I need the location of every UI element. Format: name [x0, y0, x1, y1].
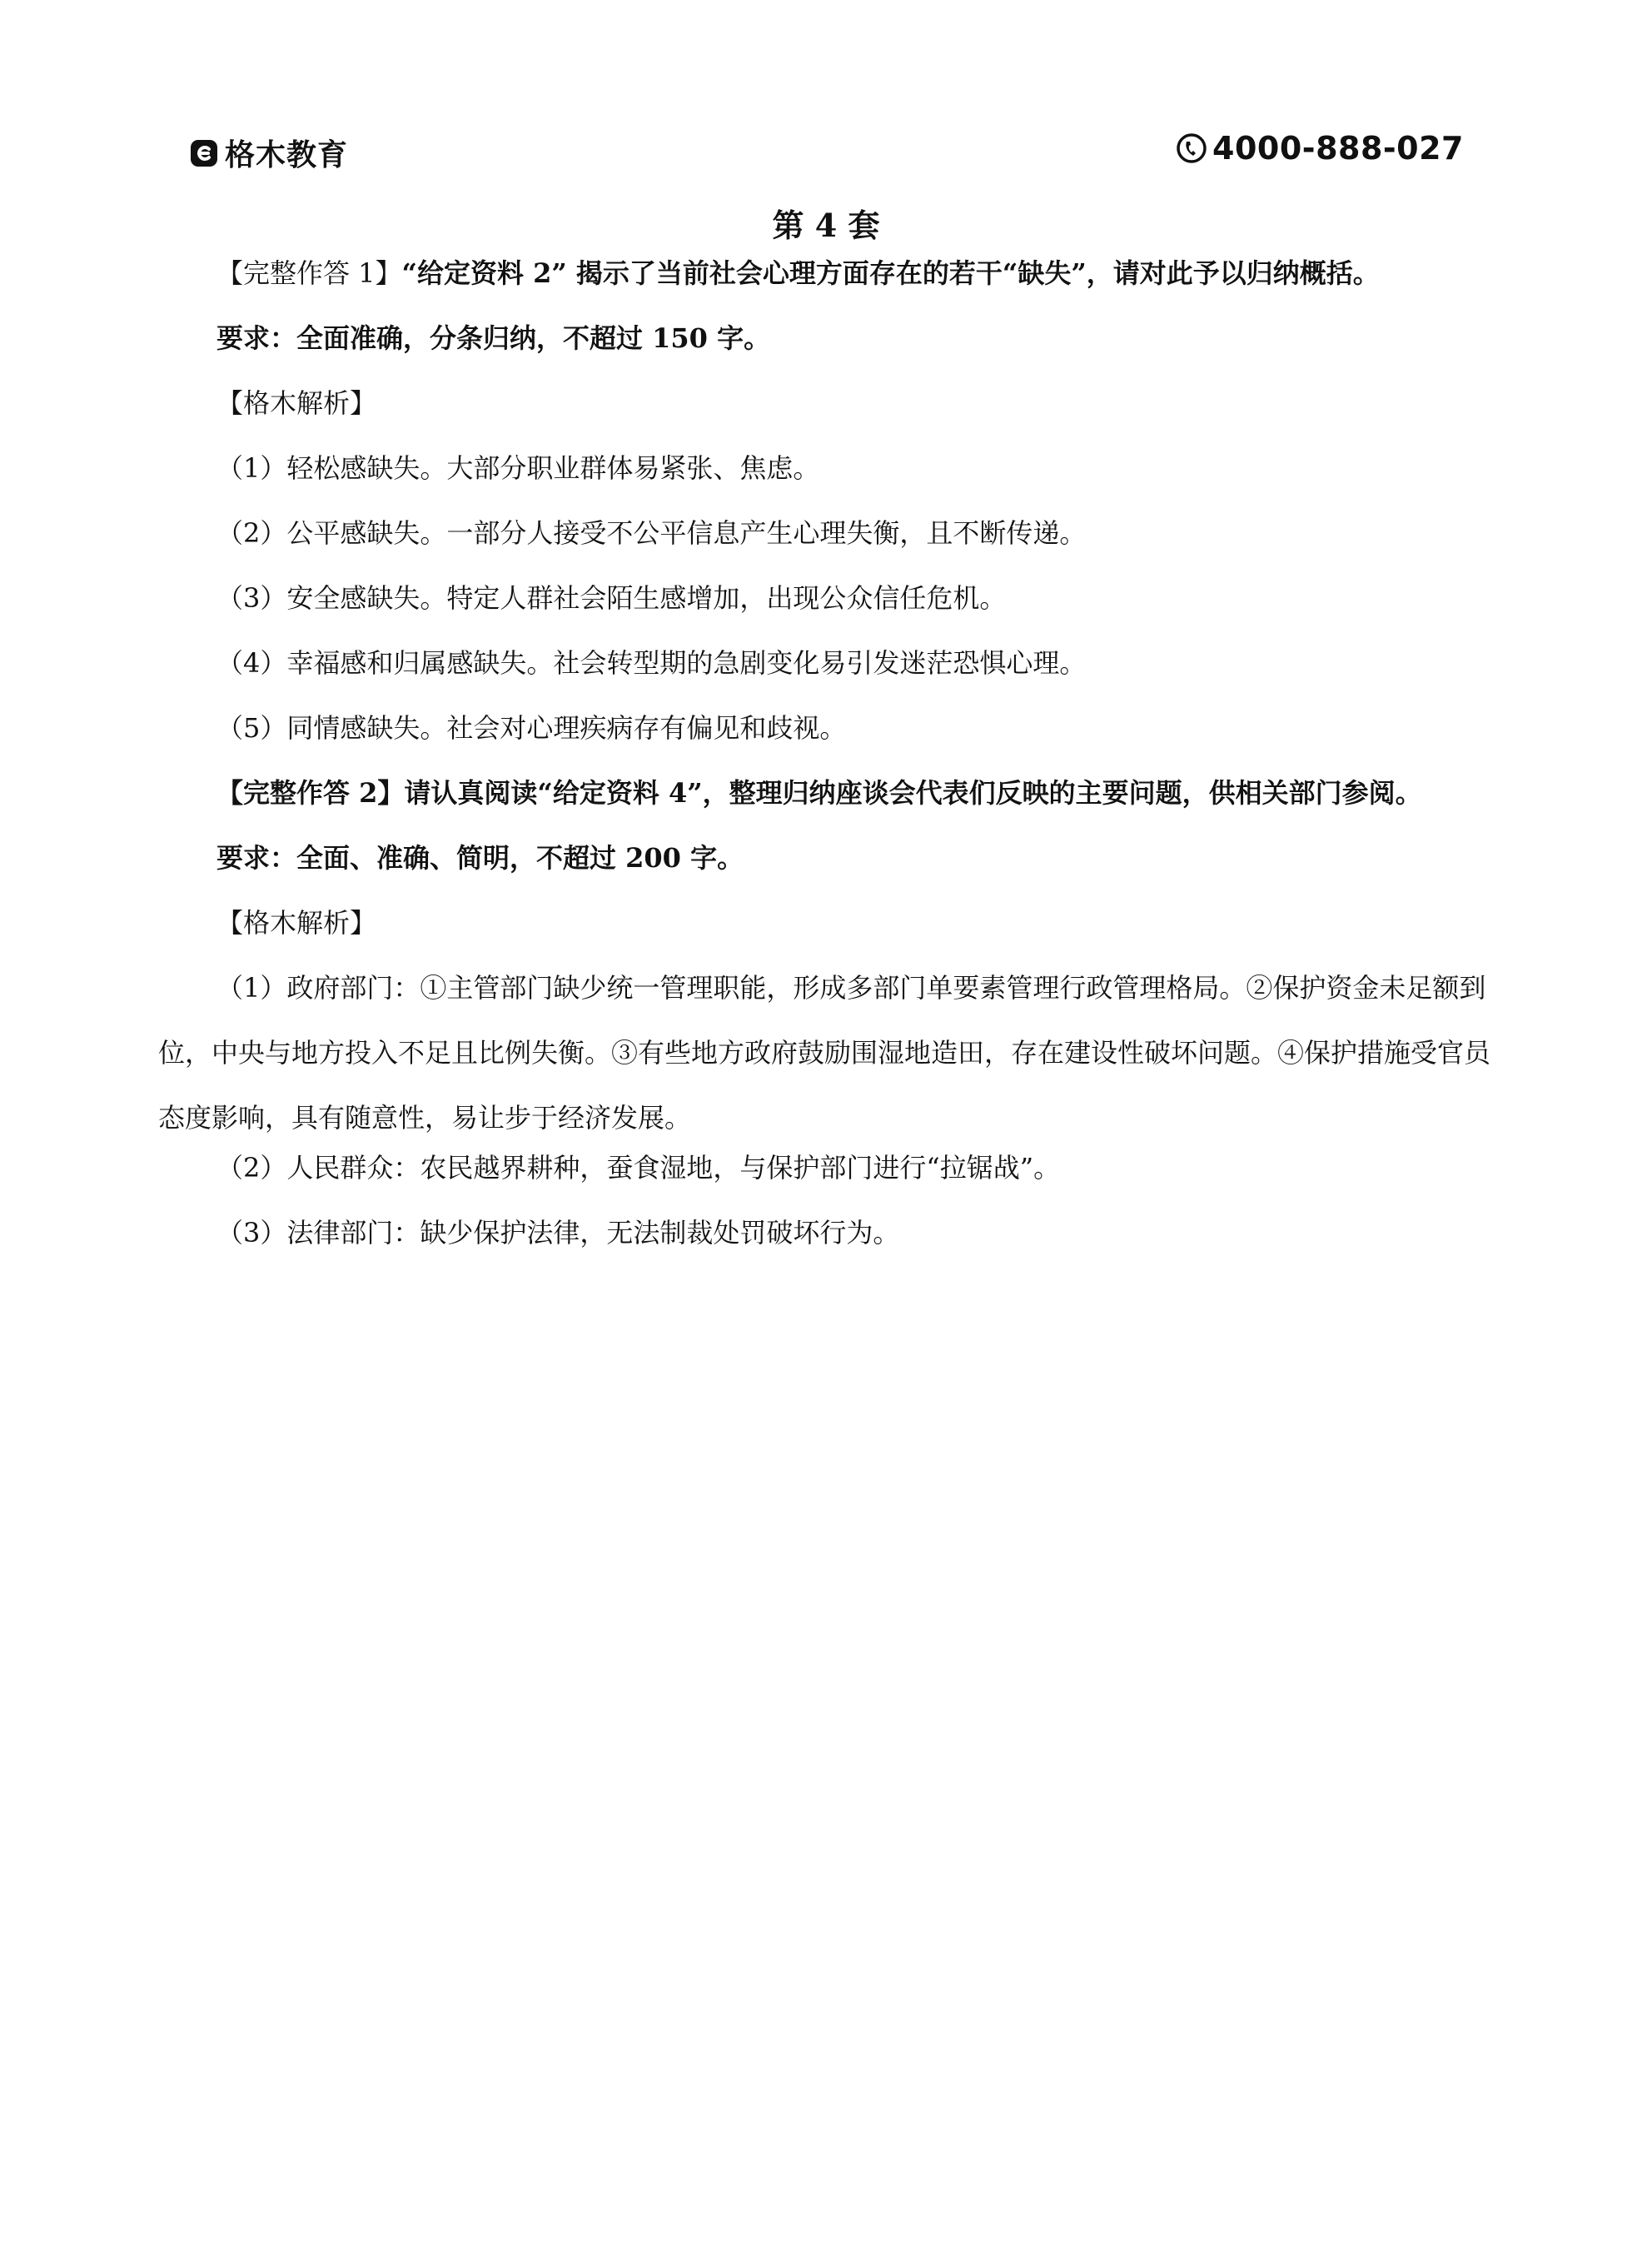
- question-2: [158, 776, 1490, 810]
- question-2-requirement: 要求：全面、准确、简明，不超过 200 字。: [216, 842, 744, 874]
- document-body: [158, 257, 1490, 1281]
- phone-icon: [1176, 132, 1207, 164]
- question-2-analysis-label: 【格木解析】: [216, 907, 377, 939]
- answer-1-item: （1）轻松感缺失。大部分职业群体易紧张、焦虑。: [216, 452, 820, 484]
- phone-contact: [1176, 130, 1464, 167]
- brand: [190, 132, 348, 174]
- question-1-requirement: 要求：全面准确，分条归纳，不超过 150 字。: [216, 322, 771, 354]
- answer-2-paragraph: （1）政府部门：①主管部门缺少统一管理职能，形成多部门单要素管理行政管理格局。②保护资金未足额到位，中央与地方投入不足且比例失衡。③有些地方政府鼓励围湿地造田，存在建设性破坏问题。④保护措施受官员态度影响，具有随意性，易让步于经济发展。: [158, 972, 1491, 1134]
- page-title: 第 4 套: [772, 207, 880, 244]
- phone-number: 4000-888-027: [1212, 130, 1464, 167]
- brand-logo-icon: [190, 139, 218, 167]
- answer-1-item: （4）幸福感和归属感缺失。社会转型期的急剧变化易引发迷茫恐惧心理。: [216, 647, 1087, 679]
- question-2-text: 请认真阅读“给定资料 4”，整理归纳座谈会代表们反映的主要问题，供相关部门参阅。: [404, 777, 1422, 809]
- answer-1-item: （2）公平感缺失。一部分人接受不公平信息产生心理失衡，且不断传递。: [216, 517, 1087, 549]
- brand-name: 格木教育: [225, 138, 349, 172]
- answer-2-item: （3）法律部门：缺少保护法律，无法制裁处罚破坏行为。: [216, 1217, 900, 1249]
- question-1: [158, 257, 1490, 290]
- question-1-tag: 【完整作答 1】: [216, 257, 402, 289]
- answer-1-item: （5）同情感缺失。社会对心理疾病存有偏见和歧视。: [216, 712, 847, 744]
- answer-2-paragraph-wrap: [158, 955, 1490, 1150]
- question-2-tag: 【完整作答 2】: [216, 777, 405, 809]
- answer-1-item: （3）安全感缺失。特定人群社会陌生感增加，出现公众信任危机。: [216, 582, 1007, 614]
- question-1-analysis-label: 【格木解析】: [216, 387, 377, 419]
- question-1-text: “给定资料 2” 揭示了当前社会心理方面存在的若干“缺失”，请对此予以归纳概括。: [401, 257, 1380, 289]
- page-header: [190, 125, 1464, 183]
- answer-2-item: （2）人民群众：农民越界耕种，蚕食湿地，与保护部门进行“拉锯战”。: [216, 1152, 1061, 1184]
